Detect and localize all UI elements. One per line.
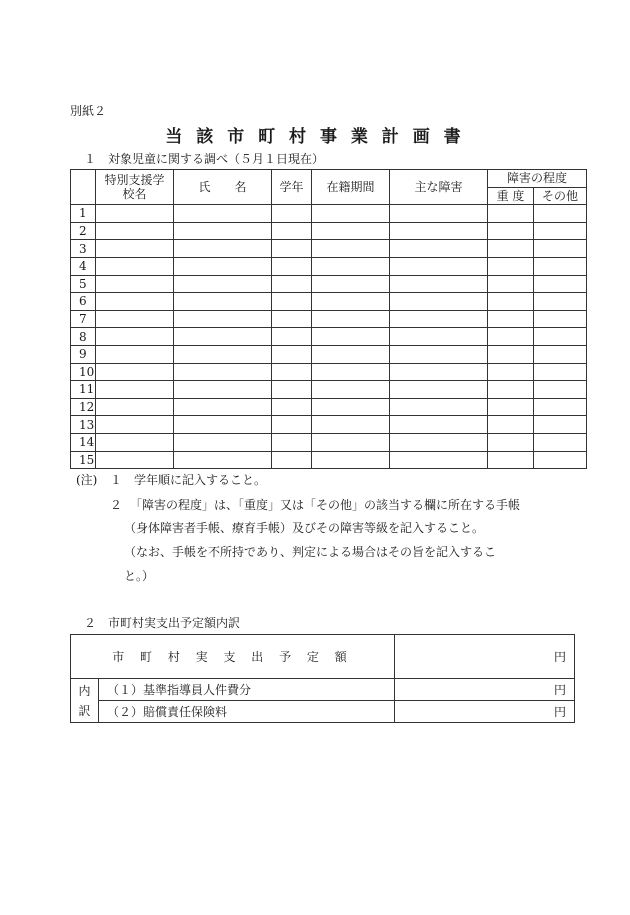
table-cell (272, 257, 312, 275)
table-cell (488, 398, 534, 416)
table-cell (96, 416, 174, 434)
total-label: 市 町 村 実 支 出 予 定 額 (71, 635, 395, 679)
table-cell (272, 275, 312, 293)
breakdown-char2: 訳 (78, 703, 91, 718)
table-cell (488, 416, 534, 434)
table-cell (96, 310, 174, 328)
row-number: 15 (71, 451, 96, 469)
table-cell (488, 433, 534, 451)
table-cell (312, 222, 390, 240)
table-cell (272, 293, 312, 311)
row-number: 14 (71, 433, 96, 451)
table-cell (174, 381, 272, 399)
table-cell (174, 310, 272, 328)
table-cell (96, 275, 174, 293)
attachment-label: 別紙２ (70, 104, 107, 118)
note2-line2: （身体障害者手帳、療育手帳）及びその障害等級を記入すること。 (124, 521, 485, 535)
row-number: 7 (71, 310, 96, 328)
table-cell (272, 416, 312, 434)
expenditure-table (70, 634, 575, 723)
row-number: 6 (71, 293, 96, 311)
table-cell (534, 433, 587, 451)
note2-number: ２ (110, 498, 123, 512)
table-cell (312, 433, 390, 451)
table-cell (534, 205, 587, 223)
table-cell (174, 275, 272, 293)
table-cell (534, 240, 587, 258)
table-row (71, 257, 587, 275)
table-row (71, 293, 587, 311)
table-row (71, 451, 587, 469)
children-table (70, 169, 587, 469)
table-cell (534, 257, 587, 275)
table-cell (488, 328, 534, 346)
note2-line4: と。） (124, 569, 155, 583)
table-cell (312, 345, 390, 363)
table-cell (272, 240, 312, 258)
table-cell (488, 257, 534, 275)
table-cell (174, 222, 272, 240)
table-cell (534, 451, 587, 469)
table-cell (488, 381, 534, 399)
table-cell (534, 293, 587, 311)
note2-line3: （なお、手帳を不所持であり、判定による場合はその旨を記入するこ (124, 545, 497, 559)
table-cell (488, 240, 534, 258)
table-cell (174, 363, 272, 381)
table-cell (272, 310, 312, 328)
table-cell (390, 363, 488, 381)
table-cell (272, 433, 312, 451)
row-number: 3 (71, 240, 96, 258)
table-cell (534, 328, 587, 346)
header-severe: 重 度 (488, 187, 534, 205)
table-cell (96, 398, 174, 416)
row-number: 4 (71, 257, 96, 275)
breakdown-label (71, 679, 99, 723)
table-cell (390, 451, 488, 469)
table-cell (534, 416, 587, 434)
table-cell (174, 257, 272, 275)
header-disability: 主な障害 (390, 170, 488, 205)
header-other: その他 (534, 187, 587, 205)
row-number: 2 (71, 222, 96, 240)
table-row (71, 328, 587, 346)
table-cell (174, 240, 272, 258)
table-cell (96, 222, 174, 240)
page-title: 当 該 市 町 村 事 業 計 画 書 (165, 127, 465, 147)
total-yen: 円 (395, 635, 575, 679)
table-cell (390, 240, 488, 258)
table-cell (488, 451, 534, 469)
table-cell (488, 293, 534, 311)
table-cell (272, 205, 312, 223)
table-cell (96, 293, 174, 311)
table-cell (488, 275, 534, 293)
item1-yen: 円 (395, 679, 575, 701)
table-row (71, 416, 587, 434)
table-cell (272, 451, 312, 469)
table-row (71, 363, 587, 381)
table-cell (174, 433, 272, 451)
table-row (71, 345, 587, 363)
table-cell (272, 222, 312, 240)
row-number: 9 (71, 345, 96, 363)
table-cell (96, 257, 174, 275)
table-cell (174, 345, 272, 363)
header-name: 氏 名 (174, 170, 272, 205)
table-cell (534, 222, 587, 240)
header-school-line2: 校名 (122, 187, 147, 202)
table-row (71, 398, 587, 416)
table-cell (312, 240, 390, 258)
row-number: 5 (71, 275, 96, 293)
table-row (71, 433, 587, 451)
table-cell (272, 345, 312, 363)
header-school-line1: 特別支援学 (104, 173, 165, 188)
table-cell (174, 416, 272, 434)
header-number-cell (71, 170, 96, 205)
table-cell (390, 328, 488, 346)
table-cell (488, 345, 534, 363)
table-cell (174, 398, 272, 416)
table-cell (272, 398, 312, 416)
item2-label: （２）賠償責任保険料 (99, 701, 395, 723)
table-cell (534, 275, 587, 293)
table-cell (312, 310, 390, 328)
table-cell (312, 275, 390, 293)
table-cell (534, 345, 587, 363)
table-cell (390, 433, 488, 451)
table-cell (96, 433, 174, 451)
table-row (71, 275, 587, 293)
table-cell (96, 328, 174, 346)
table-cell (174, 328, 272, 346)
row-number: 13 (71, 416, 96, 434)
table-cell (174, 293, 272, 311)
table-cell (272, 328, 312, 346)
table-row (71, 222, 587, 240)
table-cell (96, 205, 174, 223)
table-cell (390, 205, 488, 223)
table-cell (534, 310, 587, 328)
row-number: 11 (71, 381, 96, 399)
table-cell (312, 328, 390, 346)
table-cell (390, 398, 488, 416)
table-cell (174, 451, 272, 469)
table-cell (534, 398, 587, 416)
notes-label: (注) (76, 473, 98, 487)
table-cell (390, 275, 488, 293)
table-cell (390, 416, 488, 434)
header-degree: 障害の程度 (488, 170, 587, 188)
table-cell (96, 451, 174, 469)
note1-number: １ (110, 473, 123, 487)
header-grade: 学年 (272, 170, 312, 205)
table-cell (534, 363, 587, 381)
section1-heading: １ 対象児童に関する調べ（５月１日現在） (84, 152, 325, 166)
table-cell (312, 293, 390, 311)
table-cell (96, 363, 174, 381)
table-row (71, 240, 587, 258)
breakdown-char1: 内 (78, 683, 91, 698)
table-cell (312, 416, 390, 434)
header-school (96, 170, 174, 205)
row-number: 8 (71, 328, 96, 346)
table-cell (312, 205, 390, 223)
table-cell (390, 381, 488, 399)
table-cell (174, 205, 272, 223)
table-cell (390, 257, 488, 275)
table-row (71, 381, 587, 399)
table-cell (390, 222, 488, 240)
table-cell (488, 363, 534, 381)
table-cell (312, 363, 390, 381)
item1-label: （１）基準指導員人件費分 (99, 679, 395, 701)
row-number: 1 (71, 205, 96, 223)
table-cell (312, 257, 390, 275)
table-cell (96, 240, 174, 258)
header-period: 在籍期間 (312, 170, 390, 205)
note1-text: 学年順に記入すること。 (134, 473, 267, 487)
table-cell (390, 345, 488, 363)
table-cell (312, 381, 390, 399)
row-number: 12 (71, 398, 96, 416)
table-cell (272, 363, 312, 381)
table-cell (488, 310, 534, 328)
table-cell (534, 381, 587, 399)
table-cell (312, 398, 390, 416)
section2-heading: ２ 市町村実支出予定額内訳 (84, 616, 241, 630)
note2-line1: 「障害の程度」は、「重度」又は「その他」の該当する欄に所在する手帳 (130, 498, 521, 512)
table-cell (390, 293, 488, 311)
table-cell (272, 381, 312, 399)
table-cell (96, 381, 174, 399)
table-cell (96, 345, 174, 363)
table-row (71, 205, 587, 223)
table-cell (488, 222, 534, 240)
table-cell (488, 205, 534, 223)
table-cell (390, 310, 488, 328)
row-number: 10 (71, 363, 96, 381)
table-row (71, 310, 587, 328)
table-cell (312, 451, 390, 469)
item2-yen: 円 (395, 701, 575, 723)
